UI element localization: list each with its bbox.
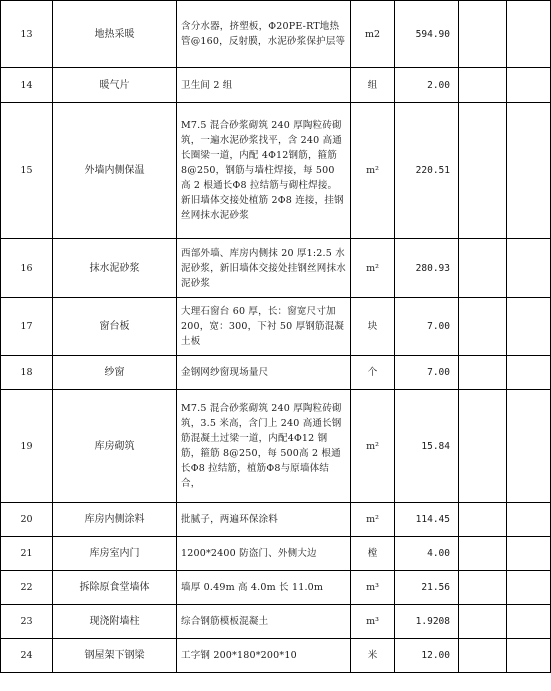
item-unit: m² bbox=[351, 390, 395, 503]
item-quantity: 220.51 bbox=[395, 103, 459, 239]
item-description: 卫生间 2 组 bbox=[177, 68, 351, 103]
item-unit: 组 bbox=[351, 68, 395, 103]
item-description: 金钢网纱窗现场量尺 bbox=[177, 356, 351, 390]
item-quantity: 280.93 bbox=[395, 239, 459, 298]
item-name: 拆除原食堂墙体 bbox=[53, 571, 177, 605]
item-description: 墙厚 0.49m 高 4.0m 长 11.0m bbox=[177, 571, 351, 605]
empty-cell bbox=[507, 537, 551, 571]
item-name: 钢屋架下钢梁 bbox=[53, 639, 177, 673]
row-number: 21 bbox=[1, 537, 53, 571]
item-name: 库房室内门 bbox=[53, 537, 177, 571]
table-row bbox=[1, 639, 551, 673]
item-unit: 个 bbox=[351, 356, 395, 390]
item-unit: 块 bbox=[351, 298, 395, 356]
empty-cell bbox=[507, 390, 551, 503]
item-quantity: 4.00 bbox=[395, 537, 459, 571]
table-row bbox=[1, 605, 551, 639]
empty-cell bbox=[507, 103, 551, 239]
item-name: 库房内侧涂料 bbox=[53, 503, 177, 537]
empty-cell bbox=[459, 639, 507, 673]
item-description: 含分水器，挤塑板，Φ20PE-RT地热管@160，反射膜，水泥砂浆保护层等 bbox=[177, 1, 351, 68]
row-number: 22 bbox=[1, 571, 53, 605]
item-name: 地热采暖 bbox=[53, 1, 177, 68]
item-name: 外墙内侧保温 bbox=[53, 103, 177, 239]
item-quantity: 1.9208 bbox=[395, 605, 459, 639]
item-unit: m² bbox=[351, 239, 395, 298]
empty-cell bbox=[507, 605, 551, 639]
table-row bbox=[1, 356, 551, 390]
empty-cell bbox=[459, 68, 507, 103]
item-quantity: 21.56 bbox=[395, 571, 459, 605]
item-description: 西部外墙、库房内侧抹 20 厚1:2.5 水泥砂浆，新旧墙体交接处挂钢丝网抹水泥砂浆 bbox=[177, 239, 351, 298]
table-row bbox=[1, 537, 551, 571]
empty-cell bbox=[507, 571, 551, 605]
table-row bbox=[1, 503, 551, 537]
row-number: 20 bbox=[1, 503, 53, 537]
item-name: 库房砌筑 bbox=[53, 390, 177, 503]
item-quantity: 2.00 bbox=[395, 68, 459, 103]
item-unit: 米 bbox=[351, 639, 395, 673]
table-row bbox=[1, 571, 551, 605]
empty-cell bbox=[507, 298, 551, 356]
table-row bbox=[1, 68, 551, 103]
item-unit: m³ bbox=[351, 571, 395, 605]
item-unit: m2 bbox=[351, 1, 395, 68]
empty-cell bbox=[507, 503, 551, 537]
empty-cell bbox=[459, 239, 507, 298]
item-unit: m² bbox=[351, 103, 395, 239]
item-description: 大理石窗台 60 厚，长：窗宽尺寸加 200，宽：300，下衬 50 厚钢筋混凝土板 bbox=[177, 298, 351, 356]
row-number: 17 bbox=[1, 298, 53, 356]
table-row bbox=[1, 1, 551, 68]
item-name: 现浇附墙柱 bbox=[53, 605, 177, 639]
empty-cell bbox=[459, 537, 507, 571]
item-name: 抹水泥砂浆 bbox=[53, 239, 177, 298]
empty-cell bbox=[459, 298, 507, 356]
item-name: 窗台板 bbox=[53, 298, 177, 356]
item-description: 工字钢 200*180*200*10 bbox=[177, 639, 351, 673]
empty-cell bbox=[507, 68, 551, 103]
table-row bbox=[1, 239, 551, 298]
item-quantity: 7.00 bbox=[395, 356, 459, 390]
item-quantity: 114.45 bbox=[395, 503, 459, 537]
table-row bbox=[1, 103, 551, 239]
item-quantity: 594.90 bbox=[395, 1, 459, 68]
item-description: 1200*2400 防盗门、外侧大边 bbox=[177, 537, 351, 571]
item-unit: m³ bbox=[351, 605, 395, 639]
table-row bbox=[1, 298, 551, 356]
row-number: 23 bbox=[1, 605, 53, 639]
empty-cell bbox=[459, 605, 507, 639]
row-number: 18 bbox=[1, 356, 53, 390]
empty-cell bbox=[507, 239, 551, 298]
item-description: 批腻子，两遍环保涂料 bbox=[177, 503, 351, 537]
empty-cell bbox=[459, 356, 507, 390]
table-row bbox=[1, 390, 551, 503]
item-name: 纱窗 bbox=[53, 356, 177, 390]
row-number: 19 bbox=[1, 390, 53, 503]
item-unit: m² bbox=[351, 503, 395, 537]
row-number: 16 bbox=[1, 239, 53, 298]
empty-cell bbox=[507, 639, 551, 673]
empty-cell bbox=[459, 390, 507, 503]
item-description: M7.5 混合砂浆砌筑 240 厚陶粒砖砌筑，一遍水泥砂浆找平，含 240 高通长圈梁一道，内配 4Φ12钢筋，箍筋 8@250，钢筋与墙柱焊接，每 500 高 2 根通长Φ8 拉结筋与砌柱焊接。新旧墙体交接处植筋 2Φ8 连接，挂钢丝网抹水泥砂浆 bbox=[177, 103, 351, 239]
empty-cell bbox=[459, 103, 507, 239]
item-quantity: 12.00 bbox=[395, 639, 459, 673]
row-number: 24 bbox=[1, 639, 53, 673]
item-unit: 樘 bbox=[351, 537, 395, 571]
empty-cell bbox=[459, 571, 507, 605]
empty-cell bbox=[459, 1, 507, 68]
empty-cell bbox=[459, 503, 507, 537]
row-number: 13 bbox=[1, 1, 53, 68]
item-name: 暖气片 bbox=[53, 68, 177, 103]
item-description: 综合钢筋模板混凝土 bbox=[177, 605, 351, 639]
item-description: M7.5 混合砂浆砌筑 240 厚陶粒砖砌筑，3.5 米高，含门上 240 高通长钢筋混凝土过梁一道，内配4Φ12 钢筋，箍筋 8@250，每 500高 2 根通长Φ8 拉结筋，植筋Φ8与原墙体结合， bbox=[177, 390, 351, 503]
item-quantity: 15.84 bbox=[395, 390, 459, 503]
empty-cell bbox=[507, 356, 551, 390]
item-quantity: 7.00 bbox=[395, 298, 459, 356]
row-number: 15 bbox=[1, 103, 53, 239]
empty-cell bbox=[507, 1, 551, 68]
row-number: 14 bbox=[1, 68, 53, 103]
